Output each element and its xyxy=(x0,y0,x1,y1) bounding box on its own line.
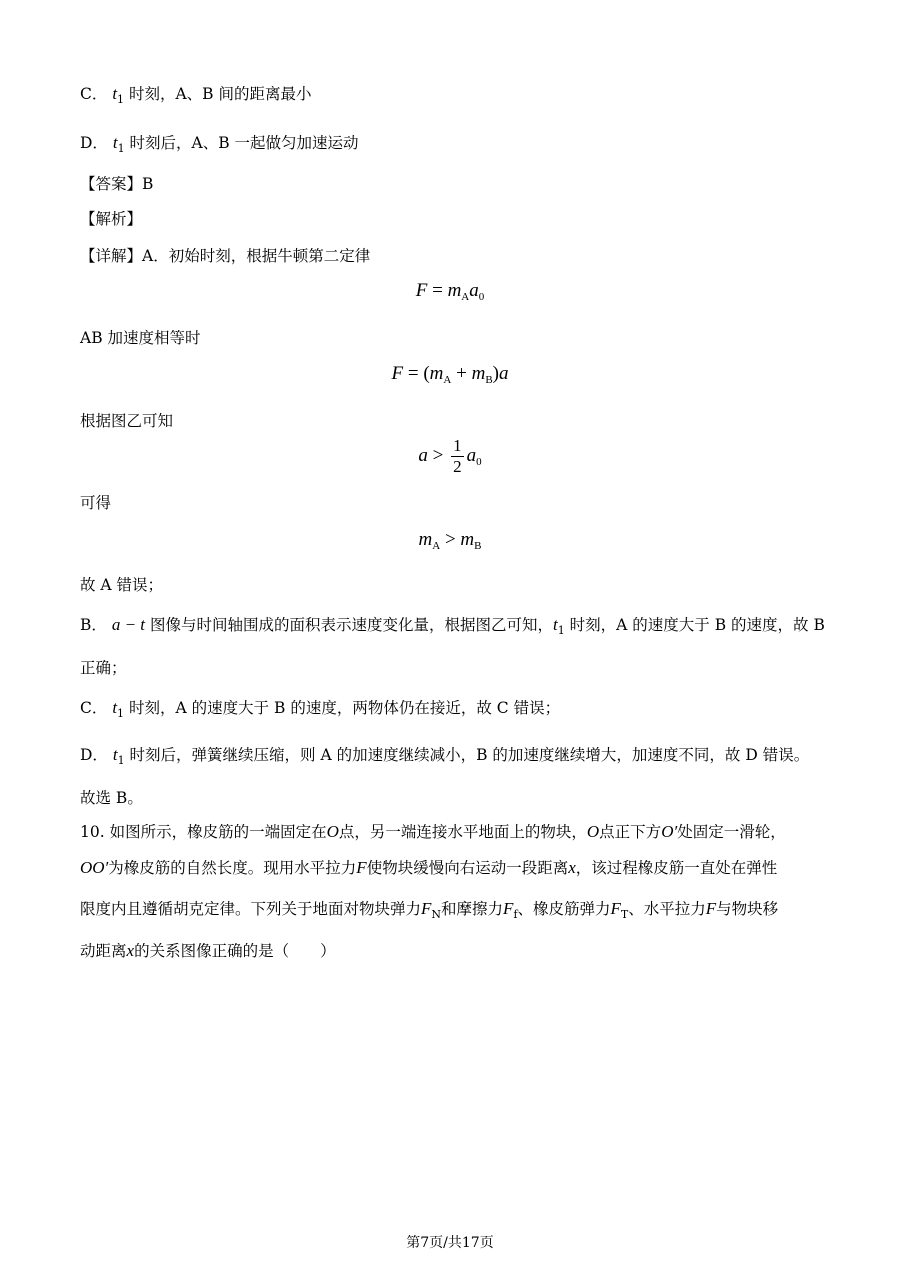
q10-text: 与物块移 xyxy=(716,900,779,918)
eq-symbol: + xyxy=(451,363,472,384)
option-b-cont: 正确； xyxy=(80,659,127,677)
q10-line-2 xyxy=(80,856,777,878)
analysis-heading: 【解析】 xyxy=(80,210,143,228)
answer: 【答案】B xyxy=(80,175,154,193)
q10-line-1 xyxy=(80,820,786,842)
q10-text: 点正下方 xyxy=(599,823,662,841)
q10-line-4 xyxy=(80,939,336,961)
eq-sub: B xyxy=(474,540,482,552)
option-d-prefix: D． xyxy=(80,746,108,764)
fraction xyxy=(451,436,464,477)
var-t: t xyxy=(552,615,558,634)
var-t: t xyxy=(112,698,118,717)
from-figure-text: 根据图乙可知 xyxy=(80,412,174,430)
eq-symbol: > xyxy=(427,444,449,466)
detail-heading: 【详解】A．初始时刻，根据牛顿第二定律 xyxy=(80,247,371,265)
q10-text: 为橡皮筋的自然长度。现用水平拉力 xyxy=(108,859,357,877)
option-c xyxy=(80,82,312,106)
option-c-text: 时刻，A、B 间的距离最小 xyxy=(128,85,312,103)
eq-symbol: a xyxy=(466,444,477,466)
sub-T: T xyxy=(620,908,629,921)
ab-equal-text: AB 加速度相等时 xyxy=(80,329,201,347)
q10-text: 、水平拉力 xyxy=(628,900,706,918)
var-O: O xyxy=(586,822,600,841)
var-x: x xyxy=(568,858,576,877)
sub-f: f xyxy=(513,908,518,921)
q10-text: 限度内且遵循胡克定律。下列关于地面对物块弹力 xyxy=(80,900,422,918)
sub-N: N xyxy=(431,908,442,921)
var-t: t xyxy=(112,745,118,764)
eq-sub: A xyxy=(432,540,441,552)
option-c-prefix: C． xyxy=(80,699,108,717)
option-d-prefix: D． xyxy=(80,134,108,152)
option-b-prefix: B． xyxy=(80,616,107,634)
sub-1: 1 xyxy=(117,707,125,720)
q10-text: 的关系图像正确的是（ ） xyxy=(134,942,336,960)
eq-sub: A xyxy=(443,374,452,386)
option-d-explain-text: 时刻后，弹簧继续压缩，则 A 的加速度继续减小，B 的加速度继续增大，加速度不同，故 D 错误。 xyxy=(129,746,810,764)
choose-b: 故选 B。 xyxy=(80,789,143,807)
var-x: x xyxy=(126,941,135,960)
option-d xyxy=(80,131,359,155)
eq-symbol: m xyxy=(471,363,486,384)
sub-1: 1 xyxy=(117,93,125,106)
sub-1: 1 xyxy=(117,142,125,155)
var-F: F xyxy=(503,899,514,918)
option-b-text2: 时刻，A 的速度大于 B 的速度，故 B xyxy=(569,616,825,634)
option-d-text: 时刻后，A、B 一起做匀加速运动 xyxy=(129,134,359,152)
eq-sub: 0 xyxy=(478,291,485,303)
q10-text: 动距离 xyxy=(80,942,127,960)
sub-1: 1 xyxy=(117,754,125,767)
eq-symbol: = ( xyxy=(403,363,430,384)
option-b-explain xyxy=(80,613,825,637)
eq-symbol: > xyxy=(440,529,461,550)
eq-sub: B xyxy=(485,374,493,386)
q10-text: ，该过程橡皮筋一直处在弹性 xyxy=(575,859,778,877)
option-b-text1: 图像与时间轴围成的面积表示速度变化量，根据图乙可知， xyxy=(149,616,553,634)
q10-text: 使物块缓慢向右运动一段距离 xyxy=(366,859,569,877)
equation-3 xyxy=(0,436,900,477)
q10-text: 、橡皮筋弹力 xyxy=(517,900,611,918)
var-F: F xyxy=(610,899,621,918)
eq-sub: 0 xyxy=(476,455,482,468)
page-footer: 第7页/共17页 xyxy=(406,1235,494,1251)
var-O: O xyxy=(326,822,339,841)
eq-symbol: ) xyxy=(492,363,499,384)
eq-symbol: m xyxy=(418,529,433,550)
equation-4 xyxy=(0,529,900,552)
sub-1: 1 xyxy=(557,624,565,637)
a-wrong-text: 故 A 错误； xyxy=(80,576,164,594)
eq-symbol: m xyxy=(460,529,475,550)
option-c-prefix: C． xyxy=(80,85,108,103)
option-c-explain xyxy=(80,696,560,720)
q10-line-3 xyxy=(80,897,778,921)
eq-sub: A xyxy=(461,291,470,303)
var-t: t xyxy=(112,84,118,103)
eq-symbol: = xyxy=(427,280,448,301)
equation-1 xyxy=(0,280,900,303)
var-F: F xyxy=(705,899,717,918)
eq-symbol: a xyxy=(469,280,479,301)
eq-symbol: F xyxy=(391,363,404,384)
option-c-explain-text: 时刻，A 的速度大于 B 的速度，两物体仍在接近，故 C 错误； xyxy=(128,699,561,717)
q10-text: 处固定一滑轮， xyxy=(677,823,786,841)
eq-symbol: m xyxy=(429,363,444,384)
fraction-denominator: 2 xyxy=(453,457,462,476)
eq-symbol: m xyxy=(447,280,462,301)
var-O-prime: O′ xyxy=(661,822,678,841)
formula-a-t: a − t xyxy=(111,615,146,634)
equation-2 xyxy=(0,363,900,386)
fraction-numerator: 1 xyxy=(453,436,462,455)
var-t: t xyxy=(112,133,118,152)
var-F: F xyxy=(356,858,367,877)
eq-symbol: F xyxy=(415,280,428,301)
eq-symbol: a xyxy=(498,363,509,384)
eq-symbol: a xyxy=(418,444,428,466)
var-F: F xyxy=(421,899,432,918)
option-d-explain xyxy=(80,743,809,767)
q10-text: 点，另一端连接水平地面上的物块， xyxy=(338,823,587,841)
can-get-text: 可得 xyxy=(80,494,112,512)
q10-text: 10. 如图所示，橡皮筋的一端固定在 xyxy=(80,823,327,841)
var-OO-prime: OO′ xyxy=(80,858,109,877)
q10-text: 和摩擦力 xyxy=(441,900,504,918)
